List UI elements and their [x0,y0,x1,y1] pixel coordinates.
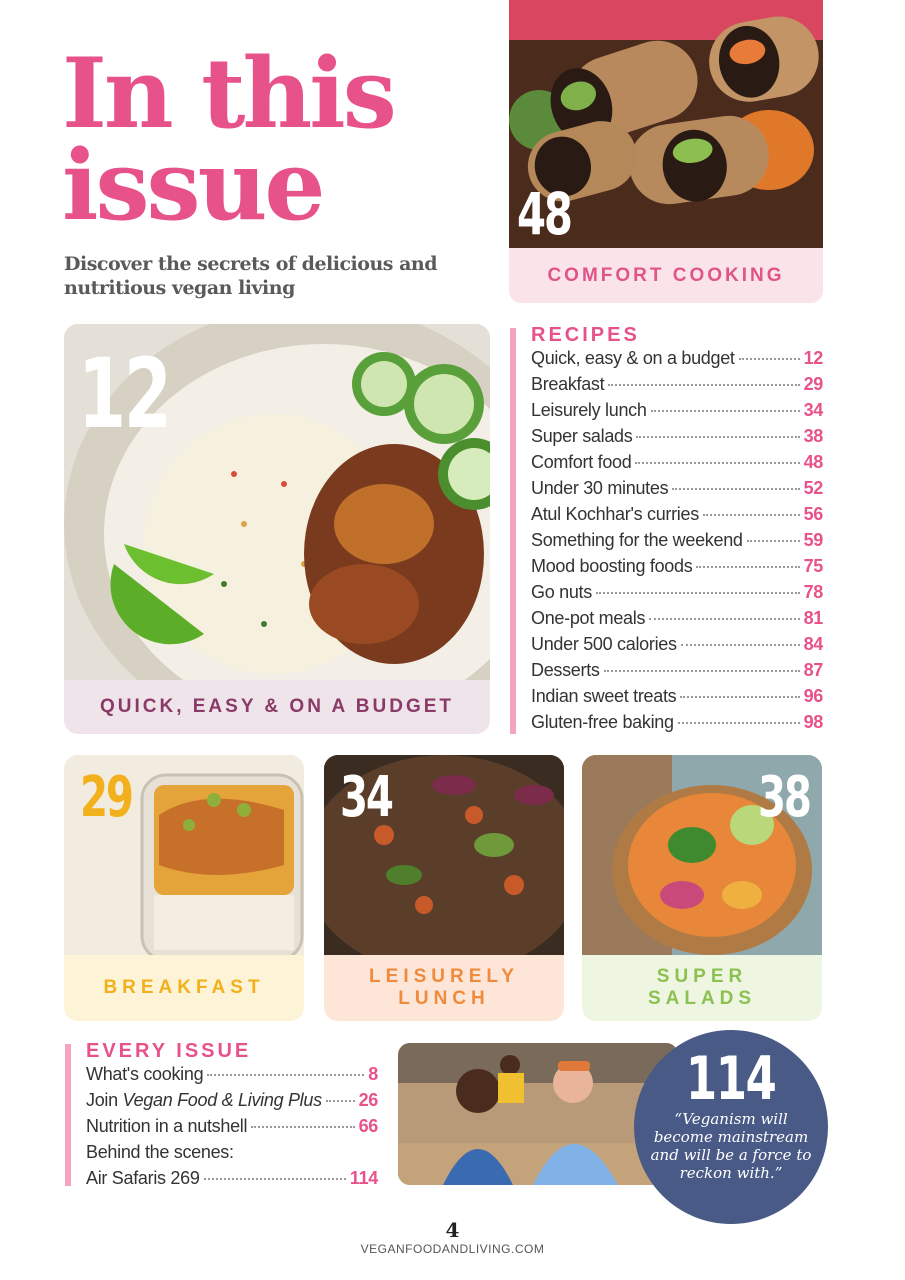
recipe-item[interactable] [531,426,823,452]
every-issue-divider [65,1044,71,1186]
quick-easy-photo[interactable] [64,324,490,680]
leader-dots [604,670,800,672]
page-number: 4 [445,1218,460,1242]
recipe-label: Desserts [531,660,600,680]
breakfast-page-number: 29 [80,765,132,830]
every-issue-page: 8 [368,1064,378,1084]
recipe-page: 78 [803,582,823,602]
recipe-label: Under 500 calories [531,634,677,654]
every-issue-label: Nutrition in a nutshell [86,1116,248,1136]
callout-quote: “Veganism will become mainstream and will be a force to reckon with.” [650,1110,812,1182]
page-title [62,37,394,242]
recipe-item[interactable] [531,608,823,634]
leader-dots [596,592,800,594]
label-italic: Vegan Food & Living Plus [122,1090,322,1110]
recipes-divider [510,328,516,734]
recipe-item[interactable] [531,660,823,686]
every-issue-item[interactable] [86,1090,378,1116]
salads-page-number: 38 [758,765,810,830]
every-issue-label [86,1090,322,1111]
recipe-page: 81 [803,608,823,628]
every-issue-page: 26 [358,1090,378,1110]
recipe-label: Mood boosting foods [531,556,693,576]
recipe-label: Under 30 minutes [531,478,669,498]
recipe-label: Indian sweet treats [531,686,677,706]
label-prefix: Join [86,1090,123,1110]
quick-page-number: 12 [78,338,170,450]
lunch-photo[interactable] [324,755,564,955]
leader-dots [680,696,799,698]
recipe-page: 59 [803,530,823,550]
leader-dots [696,566,799,568]
every-issue-label: What's cooking [86,1064,204,1084]
recipe-page: 75 [803,556,823,576]
title-line-2: issue [62,129,323,242]
recipe-label: Super salads [531,426,633,446]
salads-label[interactable] [582,955,822,1021]
recipe-label: Gluten-free baking [531,712,674,732]
lunch-label-line-1: LEISURELY [369,966,519,987]
recipe-item[interactable] [531,712,823,738]
lunch-page-number: 34 [340,765,392,830]
recipe-page: 52 [803,478,823,498]
recipe-item[interactable] [531,374,823,400]
quote-callout [634,1030,828,1224]
recipe-label: Comfort food [531,452,632,472]
leader-dots [649,618,799,620]
breakfast-photo[interactable] [64,755,304,955]
recipe-page: 38 [803,426,823,446]
leader-dots [207,1074,364,1076]
recipe-label: Quick, easy & on a budget [531,348,735,368]
every-issue-item[interactable] [86,1116,378,1142]
leader-dots [681,644,800,646]
leader-dots [204,1178,346,1180]
recipe-item[interactable] [531,504,823,530]
recipe-item[interactable] [531,582,823,608]
every-issue-item[interactable] [86,1168,378,1194]
recipe-label: One-pot meals [531,608,646,628]
quick-easy-label[interactable]: QUICK, EASY & ON A BUDGET [64,680,490,734]
website-url[interactable]: VEGANFOODANDLIVING.COM [360,1242,545,1256]
every-issue-heading: EVERY ISSUE [86,1040,252,1062]
recipe-label: Leisurely lunch [531,400,647,420]
leader-dots [678,722,800,724]
recipe-item[interactable] [531,478,823,504]
comfort-cooking-label[interactable]: COMFORT COOKING [509,248,823,303]
recipe-page: 87 [803,660,823,680]
every-issue-item[interactable] [86,1064,378,1090]
leader-dots [747,540,800,542]
leader-dots [672,488,799,490]
every-issue-page: 66 [358,1116,378,1136]
recipe-page: 48 [803,452,823,472]
recipe-item[interactable] [531,686,823,712]
callout-page-number: 114 [686,1044,776,1114]
leader-dots [608,384,799,386]
recipe-page: 84 [803,634,823,654]
every-issue-item-heading[interactable] [86,1142,378,1168]
leader-dots [635,462,799,464]
lunch-label[interactable] [324,955,564,1021]
leader-dots [703,514,800,516]
recipe-label: Atul Kochhar's curries [531,504,699,524]
recipes-list [531,348,823,738]
recipe-label: Go nuts [531,582,592,602]
leader-dots [636,436,799,438]
comfort-cooking-photo[interactable] [509,0,823,248]
recipe-item[interactable] [531,400,823,426]
recipe-item[interactable] [531,530,823,556]
title-line-1: In this [62,37,394,150]
recipe-label: Breakfast [531,374,605,394]
recipe-page: 98 [803,712,823,732]
recipe-page: 96 [803,686,823,706]
recipe-label: Something for the weekend [531,530,743,550]
breakfast-label-text: BREAKFAST [103,977,265,998]
salads-label-line-2: SALADS [647,988,757,1009]
page-subtitle: Discover the secrets of delicious and nutritious vegan living [64,253,437,299]
every-issue-label: Air Safaris 269 [86,1168,200,1188]
recipes-heading: RECIPES [531,324,640,346]
leader-dots [651,410,800,412]
salads-label-line-1: SUPER [656,966,748,987]
breakfast-label[interactable] [64,955,304,1021]
recipe-page: 29 [803,374,823,394]
leader-dots [251,1126,354,1128]
recipe-page: 34 [803,400,823,420]
recipe-page: 12 [803,348,823,368]
recipe-item[interactable] [531,556,823,582]
recipe-item[interactable] [531,634,823,660]
leader-dots [739,358,800,360]
every-issue-list [86,1064,378,1194]
salads-photo[interactable] [582,755,822,955]
every-issue-label-line-1: Behind the scenes: [86,1142,234,1162]
leader-dots [326,1100,355,1102]
recipe-item[interactable] [531,348,823,374]
recipe-page: 56 [803,504,823,524]
every-issue-page: 114 [349,1168,378,1188]
recipe-item[interactable] [531,452,823,478]
comfort-page-number: 48 [517,180,571,248]
lunch-label-line-2: LUNCH [398,988,490,1009]
